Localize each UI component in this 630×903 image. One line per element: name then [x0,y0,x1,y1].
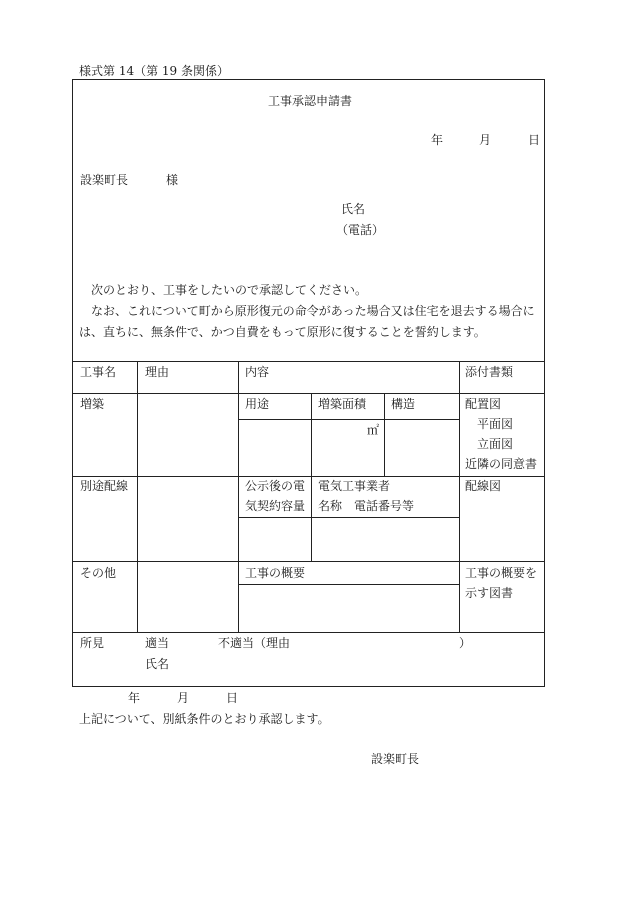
extension-structure: 構造 [391,397,416,411]
other-summary: 工事の概要 [245,566,306,580]
extension-subrow-divider [238,419,459,420]
extension-doc-3: 立面図 [477,437,514,451]
row-divider-extension [72,393,545,394]
col-divider-1 [137,361,138,632]
row-label-wiring: 別途配線 [80,479,129,493]
wiring-doc: 配線図 [465,479,502,493]
header-content: 内容 [245,365,270,379]
applicant-name-label: 氏名 [341,202,366,216]
approval-statement: 上記について、別紙条件のとおり承認します。 [79,712,330,726]
signer: 設楽町長 [371,752,420,766]
extension-col-divider-b [384,393,385,476]
date-year: 年 [431,133,444,147]
footer-date-year: 年 [128,691,141,705]
wiring-contractor-line-2: 名称 電話番号等 [318,499,415,513]
row-divider-other [72,561,545,562]
extension-area: 増築面積 [318,397,367,411]
extension-doc-2: 平面図 [477,417,514,431]
extension-col-divider-a [311,393,312,476]
body-paragraph-3: は、直ちに、無条件で、かつ自費をもって原形に復することを誓約します。 [79,325,486,339]
col-divider-2 [238,361,239,632]
addressee-suffix: 様 [166,173,179,187]
extension-area-unit: ㎡ [367,423,380,437]
header-attachments: 添付書類 [465,365,514,379]
wiring-capacity-line-1: 公示後の電 [245,479,306,493]
header-work-name: 工事名 [80,365,117,379]
row-label-opinion: 所見 [80,636,105,650]
wiring-subrow-divider [238,517,459,518]
wiring-contractor-line-1: 電気工事業者 [318,479,391,493]
opinion-close-paren: ） [459,636,472,650]
form-title: 工事承認申請書 [268,94,353,108]
col-divider-3 [459,361,460,632]
footer-date-month: 月 [177,691,190,705]
addressee-name: 設楽町長 [80,173,129,187]
applicant-phone-label: （電話） [336,223,385,237]
wiring-capacity-line-2: 気契約容量 [245,499,306,513]
header-reason: 理由 [145,365,170,379]
extension-doc-4: 近隣の同意書 [465,457,538,471]
row-divider-opinion [72,632,545,633]
date-month: 月 [479,133,492,147]
opinion-name: 氏名 [145,657,170,671]
row-divider-wiring [72,476,545,477]
extension-purpose: 用途 [245,397,270,411]
other-doc-line-1: 工事の概要を [465,566,538,580]
row-label-extension: 増築 [80,397,105,411]
date-day: 日 [528,133,541,147]
wiring-col-divider [311,476,312,561]
opinion-disapprove: 不適当（理由 [218,636,291,650]
footer-date-day: 日 [226,691,239,705]
form-label: 様式第 14（第 19 条関係） [79,64,229,78]
table-top-border [72,361,545,362]
row-label-other: その他 [80,566,117,580]
body-paragraph-2: なお、これについて町から原形復元の命令があった場合又は住宅を退去する場合に [91,304,535,318]
other-doc-line-2: 示す図書 [465,586,514,600]
extension-doc-1: 配置図 [465,397,502,411]
body-paragraph-1: 次のとおり、工事をしたいので承認してください。 [91,283,368,297]
opinion-approve: 適当 [145,636,170,650]
other-subrow-divider [238,584,459,585]
